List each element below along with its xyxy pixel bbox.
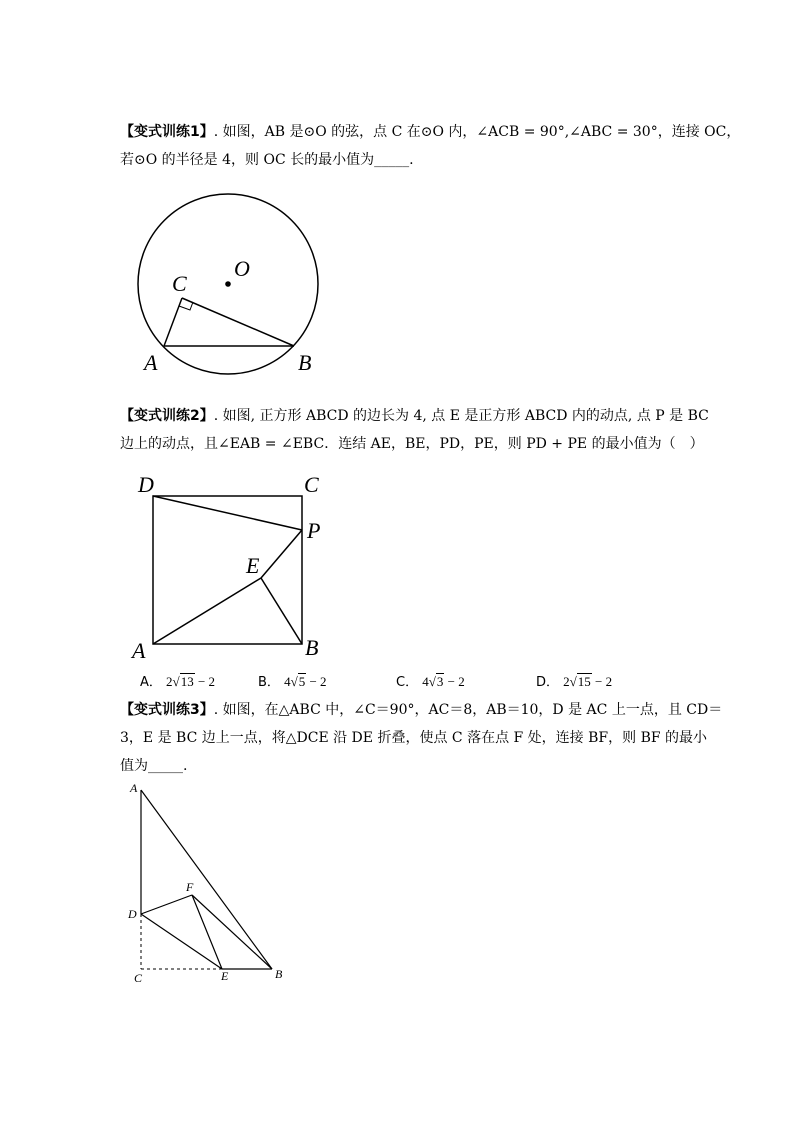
problem1-line2: 若⊙O 的半径是 4，则 OC 长的最小值为_____. (120, 152, 414, 168)
segment-eb (261, 578, 302, 644)
problem2-line2: 边上的动点，且∠EAB = ∠EBC．连结 AE，BE，PD，PE，则 PD + PE 的最小值为（ ） (120, 436, 704, 452)
segment-df (141, 895, 192, 914)
choice-a-tail: − 2 (194, 674, 216, 689)
choice-a-coef: 2 (166, 674, 173, 689)
problem3-line1 (120, 700, 723, 720)
choice-c-tail: − 2 (444, 674, 465, 689)
problem2-text1: . 如图, 正方形 ABCD 的边长为 4, 点 E 是正方形 ABCD 内的动点, 点 P 是 BC (213, 408, 709, 424)
segment-ab (141, 790, 272, 969)
choice-b-radicand: 5 (298, 674, 306, 689)
problem1-line1 (120, 122, 741, 142)
right-angle-mark (179, 302, 193, 310)
label-c: C (134, 971, 143, 985)
label-a: A (144, 350, 158, 375)
choice-a-radicand: 13 (180, 674, 194, 689)
problem3-tag: 【变式训练3】 (120, 702, 214, 718)
choice-a-letter: A． (140, 675, 162, 690)
choice-a[interactable]: A． 2√13 − 2 (140, 674, 216, 690)
label-d: D (128, 907, 137, 921)
choice-d-radicand: 15 (577, 674, 591, 689)
problem1-tag: 【变式训练1】 (120, 124, 214, 140)
choice-c-coef: 4 (422, 674, 429, 689)
label-o: O (234, 256, 250, 281)
segment-ac (164, 298, 182, 346)
choice-d-coef: 2 (563, 674, 570, 689)
problem1-text1: . 如图，AB 是⊙O 的弦，点 C 在⊙O 内，∠ACB = 90°,∠ABC = 30°，连接 OC， (213, 124, 741, 140)
label-a: A (130, 781, 138, 795)
center-point-o (225, 281, 231, 287)
label-b: B (305, 635, 319, 660)
choice-c-radicand: 3 (436, 674, 444, 689)
square-abcd (153, 496, 302, 644)
problem3-figure (125, 780, 300, 990)
choice-d[interactable]: D． 2√15 − 2 (536, 674, 613, 690)
label-c: C (172, 271, 187, 296)
choice-d-tail: − 2 (591, 674, 613, 689)
segment-ep (261, 530, 302, 578)
segment-ae (153, 578, 261, 644)
label-a: A (132, 638, 146, 663)
segment-de (141, 914, 222, 969)
label-d: D (138, 472, 154, 497)
problem2-figure (130, 470, 330, 665)
choice-d-letter: D． (536, 675, 560, 690)
label-e: E (246, 553, 260, 578)
segment-fb (192, 895, 272, 969)
problem2-tag: 【变式训练2】 (120, 408, 214, 424)
choice-c-letter: C． (396, 675, 419, 690)
label-b: B (275, 967, 283, 981)
segment-fe (192, 895, 222, 969)
choice-b-coef: 4 (284, 674, 291, 689)
label-f: F (186, 880, 194, 894)
choice-b-tail: − 2 (306, 674, 327, 689)
problem2-line1 (120, 406, 709, 426)
label-b: B (298, 350, 312, 375)
label-p: P (307, 518, 321, 543)
label-c: C (304, 472, 319, 497)
segment-cb (182, 298, 294, 346)
problem3-line3: 值为_____. (120, 758, 188, 774)
choice-c[interactable]: C． 4√3 − 2 (396, 674, 465, 690)
choice-b-letter: B． (258, 675, 280, 690)
problem3-line2: 3，E 是 BC 边上一点，将△DCE 沿 DE 折叠，使点 C 落在点 F 处，连接 BF，则 BF 的最小 (120, 730, 708, 746)
segment-dp (153, 496, 302, 530)
problem1-figure (130, 188, 330, 378)
problem3-text1: . 如图，在△ABC 中，∠C＝90°，AC＝8，AB＝10，D 是 AC 上一点，且 CD＝ (213, 702, 723, 718)
label-e: E (221, 969, 229, 983)
choice-b[interactable]: B． 4√5 − 2 (258, 674, 327, 690)
